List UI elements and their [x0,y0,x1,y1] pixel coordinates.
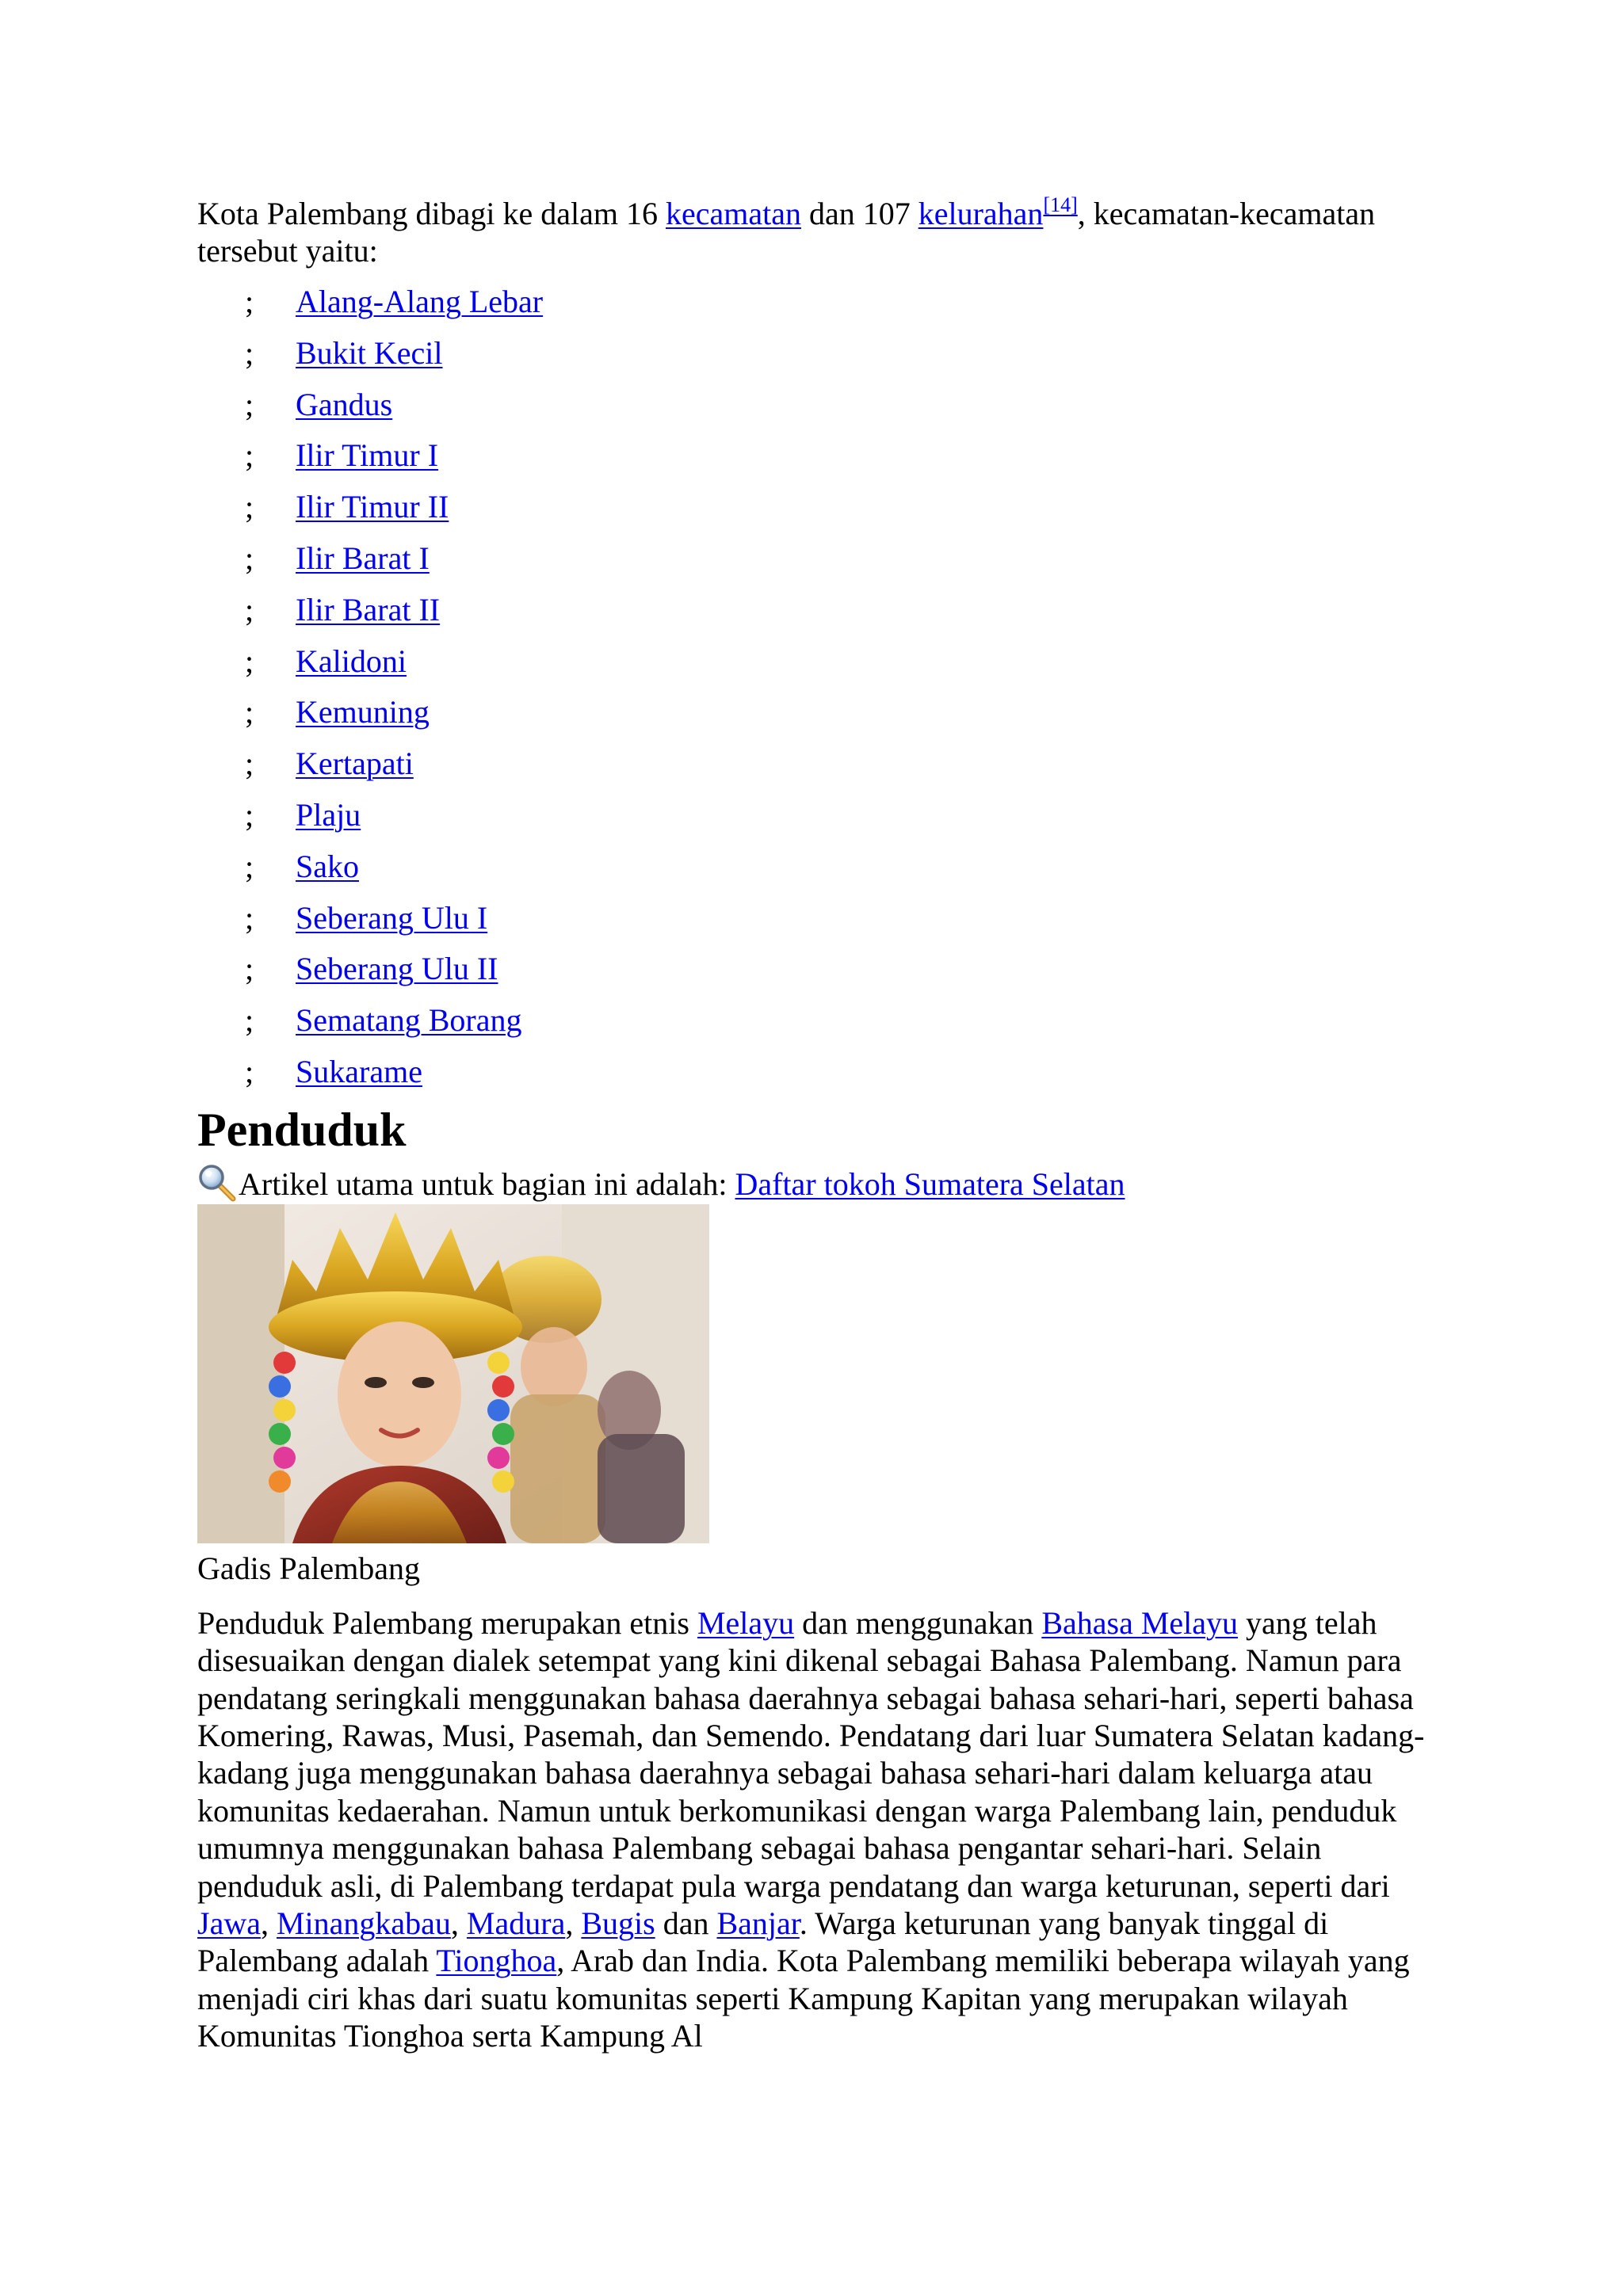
district-link[interactable]: Kemuning [296,694,430,730]
list-bullet: ; [245,899,254,936]
district-list [197,277,1434,1098]
jawa-link[interactable]: Jawa [197,1905,261,1941]
body-text-4: dan [655,1905,717,1941]
list-bullet: ; [245,386,254,422]
photo-illustration [197,1204,709,1543]
district-link[interactable]: Sako [296,848,359,884]
intro-text-3: , kecamatan-kecamatan tersebut yaitu: [197,196,1376,269]
list-bullet: ; [245,284,254,319]
body-text-1: Penduduk Palembang merupakan etnis [197,1604,697,1641]
body-comma-1: , [260,1905,277,1941]
district-link[interactable]: Kalidoni [296,643,407,679]
kelurahan-link[interactable]: kelurahan [918,196,1044,231]
list-bullet: ; [245,746,254,782]
district-list-item [197,533,1434,585]
district-list-item [197,482,1434,533]
district-link[interactable]: Alang-Alang Lebar [296,284,544,319]
district-list-item [197,893,1434,944]
tionghoa-link[interactable]: Tionghoa [436,1943,557,1979]
list-bullet: ; [245,848,254,884]
list-bullet: ; [245,1002,254,1039]
district-link[interactable]: Bukit Kecil [296,334,443,371]
district-list-item [197,687,1434,738]
district-list-item [197,944,1434,995]
district-list-item [197,995,1434,1047]
body-text-3: yang telah disesuaikan dengan dialek setempat yang kini dikenal sebagai Bahasa Palembang. Namun para pendatang seringkali menggunakan bahasa daerahnya sebagai bahasa sehari-hari, seperti bahasa Komering, Rawas, Musi, Pasemah, dan Semendo. Pendatang dari luar Sumatera Selatan kadang-kadang juga menggunakan bahasa daerahnya sebagai bahasa sehari-hari dalam keluarga atau komunitas kedaerahan. Namun untuk berkomunikasi dengan warga Palembang lain, penduduk umumnya menggunakan bahasa Palembang sebagai bahasa pengantar sehari-hari. Selain penduduk asli, di Palembang terdapat pula warga pendatang dan warga keturunan, seperti dari [197,1604,1425,1904]
list-bullet: ; [245,591,254,627]
list-bullet: ; [245,694,254,730]
district-link[interactable]: Plaju [296,796,361,833]
population-paragraph [197,1604,1434,2055]
body-comma-3: , [565,1905,582,1941]
district-list-item [197,738,1434,790]
list-bullet: ; [245,489,254,525]
intro-text-1: Kota Palembang dibagi ke dalam 16 [197,196,666,231]
body-text-6: , Arab dan India. Kota Palembang memiliki beberapa wilayah yang menjadi ciri khas dari suatu komunitas seperti Kampung Kapitan yang merupakan wilayah Komunitas Tionghoa serta Kampung Al [197,1943,1410,2054]
kecamatan-link[interactable]: kecamatan [665,196,801,231]
gadis-palembang-photo [197,1204,709,1543]
intro-text-2: dan 107 [800,196,918,231]
district-link[interactable]: Seberang Ulu II [296,951,498,987]
list-bullet: ; [245,796,254,833]
magnifier-icon [197,1163,237,1203]
district-link[interactable]: Ilir Barat II [296,591,441,627]
list-bullet: ; [245,951,254,987]
district-list-item [197,328,1434,379]
district-list-item [197,1047,1434,1098]
district-list-item [197,430,1434,482]
list-bullet: ; [245,540,254,576]
district-list-item [197,585,1434,636]
list-bullet: ; [245,1053,254,1089]
minangkabau-link[interactable]: Minangkabau [276,1905,451,1941]
district-link[interactable]: Ilir Timur I [296,437,439,474]
district-list-item [197,277,1434,328]
list-bullet: ; [245,437,254,474]
district-link[interactable]: Ilir Barat I [296,540,430,576]
district-list-item [197,379,1434,431]
body-comma-2: , [450,1905,467,1941]
district-list-item [197,841,1434,893]
main-article-note [197,1163,1434,1203]
main-article-link[interactable]: Daftar tokoh Sumatera Selatan [735,1165,1125,1202]
district-list-item [197,790,1434,841]
banjar-link[interactable]: Banjar [716,1905,800,1941]
section-heading-penduduk: Penduduk [197,1103,407,1156]
document-page [197,195,1434,2055]
list-bullet: ; [245,334,254,371]
bahasa-melayu-link[interactable]: Bahasa Melayu [1041,1604,1239,1641]
district-link[interactable]: Sukarame [296,1053,422,1089]
district-link[interactable]: Kertapati [296,746,414,782]
district-list-item [197,636,1434,688]
bugis-link[interactable]: Bugis [581,1905,655,1941]
district-link[interactable]: Gandus [296,386,393,422]
melayu-link[interactable]: Melayu [697,1604,795,1641]
district-link[interactable]: Seberang Ulu I [296,899,488,936]
district-link[interactable]: Sematang Borang [296,1002,522,1039]
reference-14-link[interactable]: [14] [1043,193,1078,216]
district-link[interactable]: Ilir Timur II [296,489,449,525]
figure-caption: Gadis Palembang [197,1550,421,1586]
body-text-2: dan menggunakan [794,1604,1042,1641]
body-text-5: . Warga keturunan yang banyak tinggal di Palembang adalah [197,1905,1329,1979]
intro-paragraph [197,195,1434,269]
list-bullet: ; [245,643,254,679]
madura-link[interactable]: Madura [466,1905,566,1941]
main-article-prefix: Artikel utama untuk bagian ini adalah: [239,1165,735,1202]
